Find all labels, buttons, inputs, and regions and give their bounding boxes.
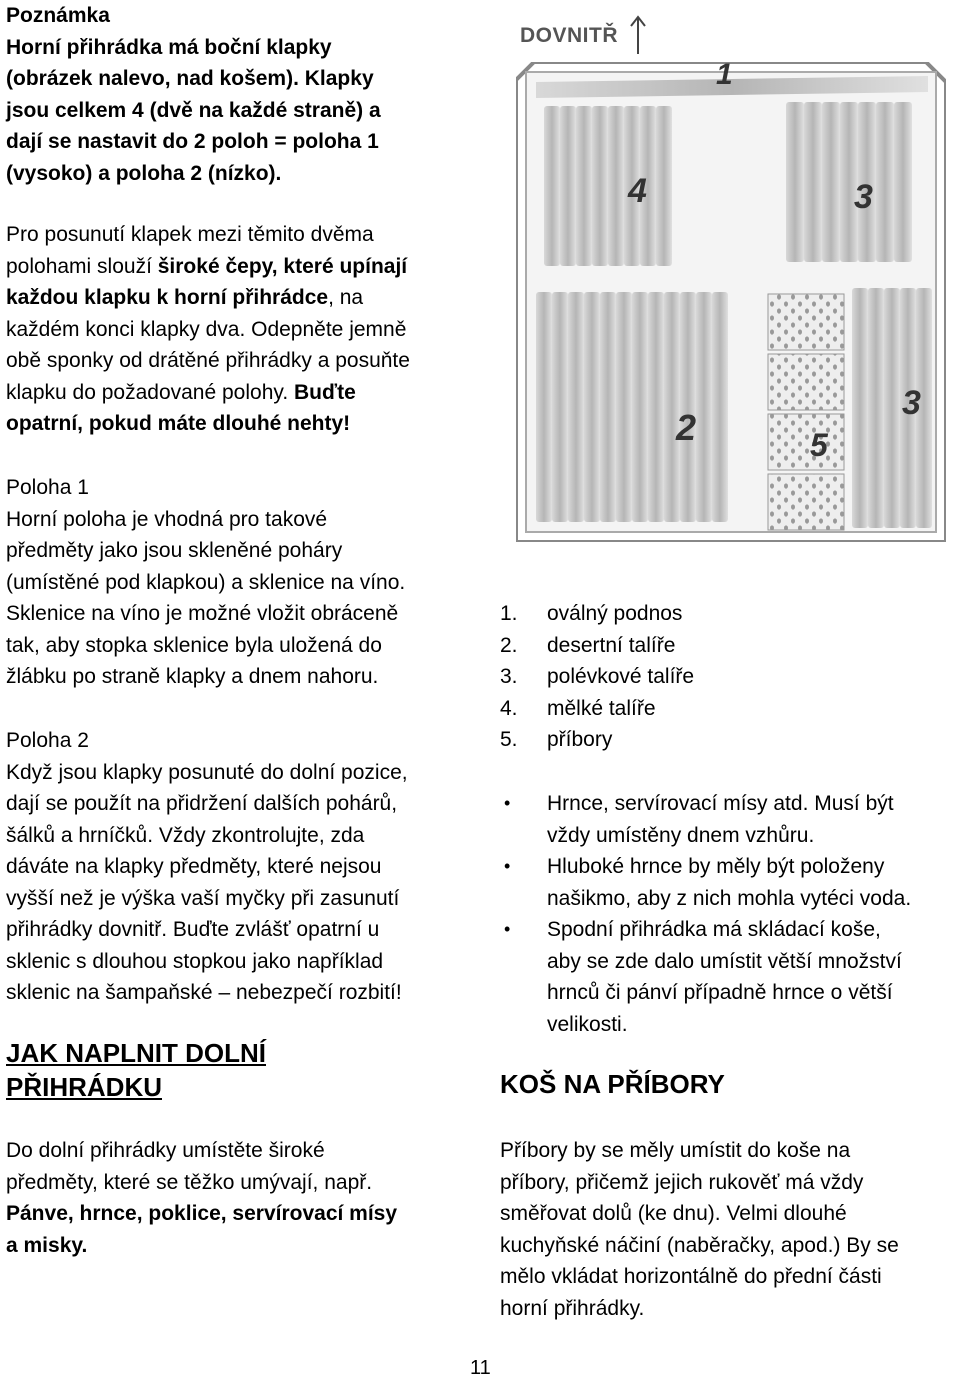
- item-number: 5.: [500, 728, 518, 751]
- zone-label: 5: [810, 427, 828, 463]
- item-text: oválný podnos: [547, 602, 683, 625]
- list-item: [500, 661, 955, 693]
- para-line: [6, 251, 476, 283]
- cutlery-line: Příbory by se měly umístit do koše na: [500, 1139, 851, 1162]
- note-line: jsou celkem 4 (dvě na každé straně) a: [6, 98, 381, 122]
- text-run-bold: Buďte: [294, 380, 356, 404]
- lower-line: Do dolní přihrádky umístěte široké: [6, 1139, 325, 1162]
- bullet-text: [547, 914, 902, 1040]
- list-item: [500, 851, 958, 914]
- note-line: (obrázek nalevo, nad košem). Klapky: [6, 67, 374, 90]
- pos1-line: Horní poloha je vhodná pro takové: [6, 507, 328, 531]
- pos1-line: žlábku po straně klapky a dnem nahoru.: [6, 665, 379, 688]
- text-run: polohami slouží: [6, 254, 158, 278]
- lower-line: Pánve, hrnce, poklice, servírovací mísy: [6, 1202, 398, 1225]
- text-run: klapku do požadované polohy.: [6, 380, 294, 404]
- bullet-icon: •: [504, 856, 511, 876]
- cutlery-line: kuchyňské náčiní (naběračky, apod.) By se: [500, 1233, 899, 1257]
- item-number: 4.: [500, 696, 518, 720]
- pos1-line: Sklenice na víno je možné vložit obráceně: [6, 602, 399, 625]
- bullet-list: [500, 788, 958, 1040]
- position-2-section: [6, 725, 476, 1009]
- note-block: [6, 0, 476, 189]
- list-item: [500, 598, 955, 630]
- pos1-line: (umístěné pod klapkou) a sklenice na víno.: [6, 570, 406, 594]
- item-text: polévkové talíře: [547, 665, 695, 688]
- text-run: , na: [328, 286, 364, 309]
- para-line: obě sponky od drátěné přihrádky a posuňte: [6, 349, 410, 372]
- pos2-line: dáváte na klapky předměty, které nejsou: [6, 855, 382, 878]
- zone-label: 1: [716, 62, 733, 91]
- cutlery-line: mělo vkládat horizontálně do přední části: [500, 1265, 882, 1288]
- bullet-text: [547, 788, 894, 851]
- list-item: [500, 914, 958, 1040]
- lower-line: předměty, které se těžko umývají, např.: [6, 1170, 373, 1194]
- cutlery-heading: KOŠ NA PŘÍBORY: [500, 1069, 725, 1099]
- para-line: Pro posunutí klapek mezi těmito dvěma: [6, 223, 374, 246]
- list-item: [500, 693, 955, 725]
- pos2-line: sklenic s dlouhou stopkou jako například: [6, 949, 384, 973]
- pos2-line: vyšší než je výška vaší myčky při zasunutí: [6, 886, 400, 910]
- inside-label: [520, 24, 618, 48]
- lower-basket-heading: [6, 1036, 476, 1104]
- bullet-icon: •: [504, 793, 511, 813]
- legend-list: [500, 598, 955, 756]
- note-line: dají se nastavit do 2 poloh = poloha 1: [6, 130, 379, 153]
- pos1-line: tak, aby stopka sklenice byla uložená do: [6, 633, 382, 657]
- pos2-line: Když jsou klapky posunuté do dolní pozice,: [6, 760, 408, 784]
- zone-4-plates: [544, 106, 672, 266]
- position-2-title: Poloha 2: [6, 729, 89, 752]
- pos2-line: přihrádky dovnitř. Buďte zvlášť opatrní u: [6, 918, 380, 941]
- up-arrow-icon: [628, 14, 648, 54]
- position-1-section: [6, 472, 476, 693]
- bullet-text: [547, 851, 911, 914]
- cutlery-text: [500, 1135, 958, 1324]
- position-1-title: Poloha 1: [6, 476, 89, 499]
- list-item: [500, 788, 958, 851]
- heading-line: PŘIHRÁDKU: [6, 1072, 162, 1102]
- note-title: Poznámka: [6, 4, 110, 27]
- pos2-line: šálků a hrníčků. Vždy zkontrolujte, zda: [6, 823, 365, 847]
- page-number: 11: [470, 1357, 491, 1379]
- item-text: mělké talíře: [547, 696, 656, 720]
- para-flaps: [6, 219, 476, 440]
- list-item: [500, 630, 955, 662]
- pos2-line: sklenic na šampaňské – nebezpečí rozbití!: [6, 981, 402, 1004]
- zone-label: 3: [854, 178, 873, 216]
- item-number: 1.: [500, 602, 518, 625]
- lower-basket-text: [6, 1135, 476, 1261]
- item-text: příbory: [547, 728, 613, 751]
- heading-line: JAK NAPLNIT DOLNÍ: [6, 1038, 266, 1068]
- zone-label: 4: [628, 172, 647, 210]
- zone-label: 3: [902, 384, 921, 422]
- item-number: 3.: [500, 665, 518, 688]
- bullet-line: Hrnce, servírovací mísy atd. Musí být: [547, 792, 894, 815]
- para-line: [6, 282, 476, 314]
- para-line: [6, 377, 476, 409]
- lower-line: a misky.: [6, 1233, 88, 1257]
- inside-label-text: DOVNITŘ: [520, 24, 618, 47]
- para-line: každém konci klapky dva. Odepněte jemně: [6, 317, 407, 341]
- bullet-line: Hluboké hrnce by měly být položeny: [547, 855, 885, 878]
- pos1-line: předměty jako jsou skleněné poháry: [6, 539, 343, 562]
- text-run-bold: každou klapku k horní přihrádce: [6, 286, 329, 309]
- note-line: Horní přihrádka má boční klapky: [6, 35, 332, 59]
- text-run-bold: široké čepy, které upínají: [157, 254, 408, 278]
- upper-basket-diagram: [516, 62, 946, 542]
- item-number: 2.: [500, 633, 518, 657]
- bullet-line: hrnců či pánví případně hrnce o větší: [547, 981, 893, 1004]
- list-item: [500, 724, 955, 756]
- cutlery-line: příbory, přičemž jejich rukověť má vždy: [500, 1170, 864, 1194]
- para-line: opatrní, pokud máte dlouhé nehty!: [6, 412, 351, 435]
- bullet-line: našikmo, aby z nich mohla vytéci voda.: [547, 886, 912, 910]
- zone-3-plates-upper: [786, 102, 912, 262]
- bullet-line: Spodní přihrádka má skládací koše,: [547, 918, 881, 941]
- note-line: (vysoko) a poloha 2 (nízko).: [6, 161, 282, 185]
- bullet-line: velikosti.: [547, 1012, 628, 1036]
- bullet-icon: •: [504, 919, 511, 939]
- bullet-line: vždy umístěny dnem vzhůru.: [547, 823, 815, 847]
- item-text: desertní talíře: [547, 633, 676, 657]
- cutlery-line: směřovat dolů (ke dnu). Velmi dlouhé: [500, 1202, 847, 1225]
- zone-label: 2: [676, 407, 697, 448]
- bullet-line: aby se zde dalo umístit větší množství: [547, 949, 902, 973]
- zone-2-plates: [536, 292, 728, 522]
- pos2-line: dají se použít na přidržení dalších pohárů,: [6, 792, 398, 815]
- cutlery-line: horní přihrádky.: [500, 1296, 645, 1320]
